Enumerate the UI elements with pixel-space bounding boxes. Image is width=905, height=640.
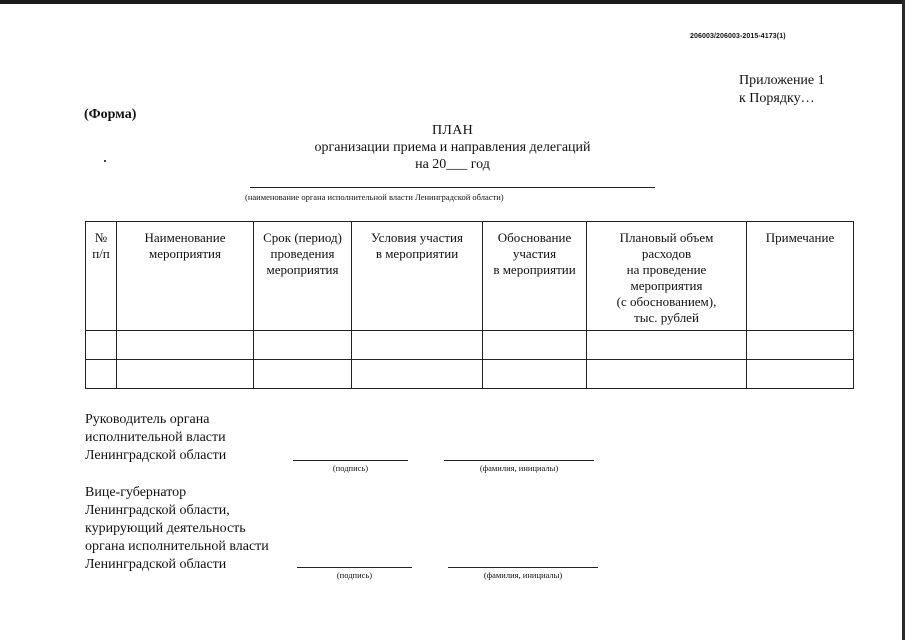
form-label: (Форма) — [84, 107, 137, 122]
signer-title-line: исполнительной власти — [85, 430, 226, 445]
signer-title-line: курирующий деятельность — [85, 521, 246, 536]
signature-block-vice-governor — [85, 484, 269, 574]
signer-title-line: Ленинградской области, — [85, 503, 230, 518]
table-cell — [747, 360, 854, 389]
table-row — [86, 360, 854, 389]
signature-caption: (подпись) — [332, 463, 369, 473]
table-cell — [117, 360, 254, 389]
table-cell — [587, 331, 747, 360]
table-cell — [117, 331, 254, 360]
org-name-caption: (наименование органа исполнительной власти Ленинградской области) — [245, 192, 504, 202]
header-number: № п/п — [86, 222, 117, 331]
scan-top-border — [0, 0, 905, 4]
name-caption: (фамилия, инициалы) — [483, 570, 563, 580]
appendix-line-1: Приложение 1 — [739, 73, 825, 88]
table-row — [86, 331, 854, 360]
signature-caption: (подпись) — [336, 570, 373, 580]
header-note: Примечание — [747, 222, 854, 331]
table-cell — [747, 331, 854, 360]
org-name-line — [250, 187, 655, 188]
appendix-note — [739, 72, 825, 108]
title-line-3: на 20___ год — [415, 157, 490, 172]
table-cell — [86, 360, 117, 389]
header-conditions: Условия участия в мероприятии — [352, 222, 483, 331]
signature-block-head — [85, 411, 226, 465]
plan-table — [85, 221, 854, 389]
table-cell — [587, 360, 747, 389]
table-cell — [254, 360, 352, 389]
document-id: 206003/206003-2015-4173(1) — [690, 33, 786, 40]
document-title — [260, 122, 645, 173]
signer-title-line: органа исполнительной власти — [85, 539, 269, 554]
header-justification: Обоснование участия в мероприятии — [483, 222, 587, 331]
table-cell — [86, 331, 117, 360]
name-line — [448, 567, 598, 568]
signature-line — [297, 567, 412, 568]
signer-title-line: Ленинградской области — [85, 448, 227, 463]
signature-line — [293, 460, 408, 461]
title-line-1: ПЛАН — [431, 123, 474, 138]
table-header-row — [86, 222, 854, 331]
appendix-line-2: к Порядку… — [739, 91, 815, 106]
table-cell — [254, 331, 352, 360]
table-cell — [352, 360, 483, 389]
signer-title-line: Ленинградской области — [85, 557, 227, 572]
header-period: Срок (период) проведения мероприятия — [254, 222, 352, 331]
name-caption: (фамилия, инициалы) — [479, 463, 559, 473]
header-event-name: Наименование мероприятия — [117, 222, 254, 331]
signer-title-line: Руководитель органа — [85, 412, 210, 427]
table-cell — [352, 331, 483, 360]
name-line — [444, 460, 594, 461]
scan-speck — [104, 160, 106, 162]
table-cell — [483, 331, 587, 360]
signer-title-line: Вице-губернатор — [85, 485, 187, 500]
table-cell — [483, 360, 587, 389]
header-planned-expenses: Плановый объем расходов на проведение мероприятия (с обоснованием), тыс. рублей — [587, 222, 747, 331]
title-line-2: организации приема и направления делегаций — [314, 140, 591, 155]
